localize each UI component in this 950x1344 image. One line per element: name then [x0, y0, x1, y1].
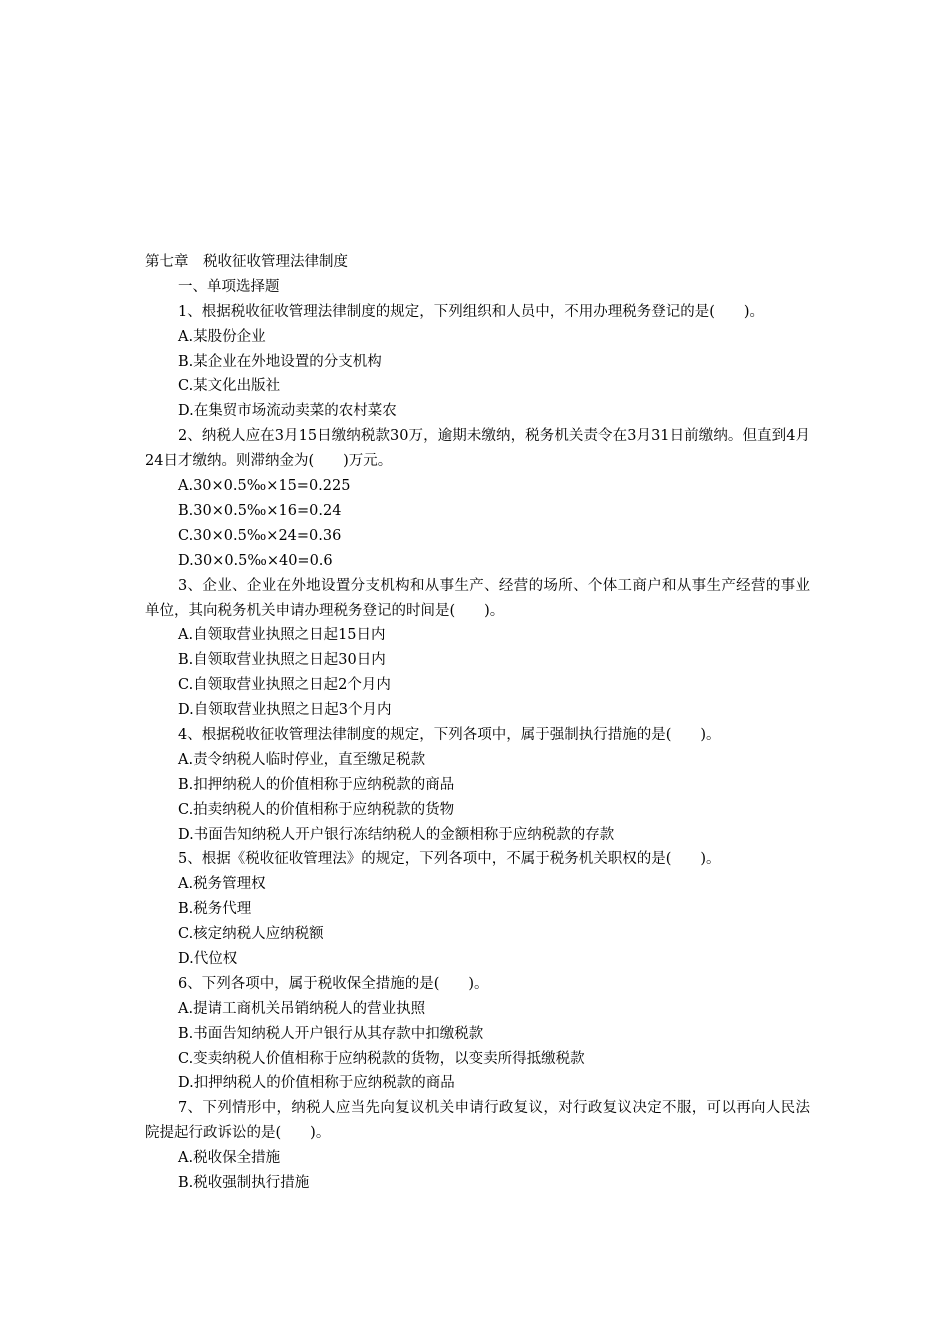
question-6-option-c: C.变卖纳税人价值相称于应纳税款的货物，以变卖所得抵缴税款: [178, 1050, 585, 1067]
question-1-option-b: B.某企业在外地设置的分支机构: [178, 353, 382, 370]
question-5-option-b: B.税务代理: [178, 901, 252, 918]
question-1-stem: 1、根据税收征收管理法律制度的规定，下列组织和人员中，不用办理税务登记的是( )。: [178, 303, 765, 320]
section-title: 一、单项选择题: [178, 278, 280, 295]
question-3-option-b: B.自领取营业执照之日起30日内: [178, 652, 386, 669]
question-5-option-a: A.税务管理权: [178, 876, 266, 893]
question-2-stem: 2、纳税人应在3月15日缴纳税款30万，逾期未缴纳，税务机关责令在3月31日前缴纳。但直到4月24日才缴纳。则滞纳金为( )万元。: [145, 428, 810, 470]
question-4-stem: 4、根据税收征收管理法律制度的规定，下列各项中，属于强制执行措施的是( )。: [178, 727, 721, 743]
question-2-option-b: B.30×0.5‰×16=0.24: [178, 502, 342, 519]
question-6-stem: 6、下列各项中，属于税收保全措施的是( )。: [178, 975, 489, 992]
question-6-option-a: A.提请工商机关吊销纳税人的营业执照: [178, 1000, 426, 1017]
question-2-option-a: A.30×0.5‰×15=0.225: [178, 478, 351, 495]
question-2-option-d: D.30×0.5‰×40=0.6: [178, 552, 333, 569]
question-4-option-d: D.书面告知纳税人开户银行冻结纳税人的金额相称于应纳税款的存款: [178, 826, 615, 843]
question-1-option-d: D.在集贸市场流动卖菜的农村菜农: [178, 403, 397, 420]
chapter-title: 第七章 税收征收管理法律制度: [145, 254, 348, 270]
question-5-option-c: C.核定纳税人应纳税额: [178, 926, 324, 943]
question-1-option-c: C.某文化出版社: [178, 378, 281, 395]
document-page: [145, 250, 810, 1196]
question-6-option-d: D.扣押纳税人的价值相称于应纳税款的商品: [178, 1075, 455, 1092]
question-1-option-a: A.某股份企业: [178, 328, 266, 345]
question-5-stem: 5、根据《税收征收管理法》的规定，下列各项中，不属于税务机关职权的是( )。: [178, 851, 721, 868]
question-3-option-d: D.自领取营业执照之日起3个月内: [178, 702, 392, 719]
question-5-option-d: D.代位权: [178, 951, 238, 968]
question-3-option-c: C.自领取营业执照之日起2个月内: [178, 677, 391, 694]
question-3-stem: 3、企业、企业在外地设置分支机构和从事生产、经营的场所、个体工商户和从事生产经营的事业单位，其向税务机关申请办理税务登记的时间是( )。: [145, 577, 810, 619]
question-4-option-b: B.扣押纳税人的价值相称于应纳税款的商品: [178, 776, 455, 793]
question-4-option-c: C.拍卖纳税人的价值相称于应纳税款的货物: [178, 801, 455, 818]
question-7-stem: 7、下列情形中，纳税人应当先向复议机关申请行政复议，对行政复议决定不服，可以再向人民法院提起行政诉讼的是( )。: [145, 1100, 810, 1142]
question-4-option-a: A.责令纳税人临时停业，直至缴足税款: [178, 751, 426, 768]
question-6-option-b: B.书面告知纳税人开户银行从其存款中扣缴税款: [178, 1025, 484, 1042]
question-3-option-a: A.自领取营业执照之日起15日内: [178, 627, 386, 644]
question-7-option-b: B.税收强制执行措施: [178, 1175, 310, 1192]
question-2-option-c: C.30×0.5‰×24=0.36: [178, 527, 342, 544]
question-7-option-a: A.税收保全措施: [178, 1150, 281, 1167]
